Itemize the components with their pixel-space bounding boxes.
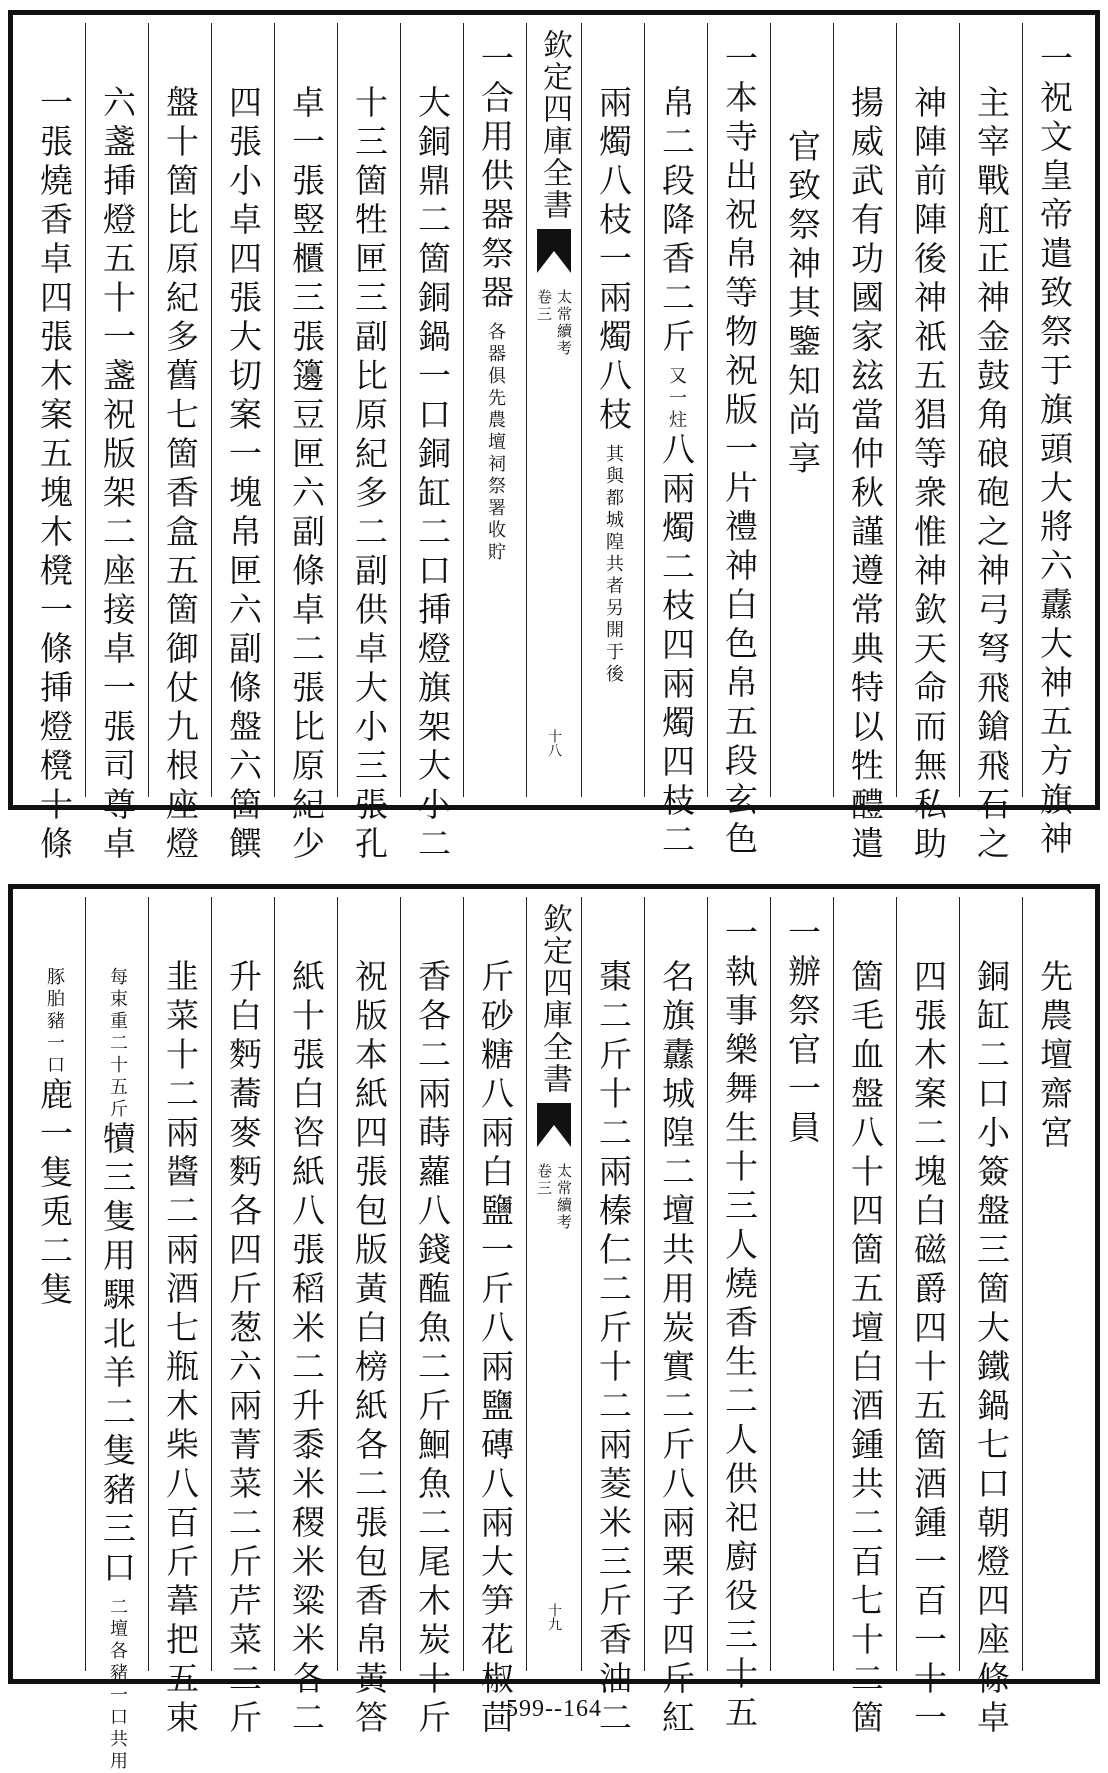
text-column	[1022, 897, 1085, 1671]
column-text: 名旗纛城隍二壇共用炭實二斤八兩栗子四斤紅	[657, 959, 696, 1739]
column-text: 六盞挿燈五十一盞祝版架二座接卓一張司尊卓	[98, 85, 137, 865]
annotation-note: 各器俱先農壇祠祭署收貯	[485, 322, 506, 564]
text-column	[644, 23, 707, 861]
text-column	[959, 23, 1022, 865]
text-column	[581, 897, 644, 1739]
column-text: 香各二兩蒔蘿八錢醢魚二斤鮰魚二尾木炭十斤	[413, 959, 452, 1739]
fold-page-number: 十九	[546, 1603, 562, 1631]
text-column	[896, 897, 959, 1739]
column-text: 兩燭八枝一兩燭八枝	[594, 85, 633, 436]
text-column	[337, 23, 400, 865]
text-column	[23, 23, 85, 865]
column-text: 一合用供器祭器	[476, 41, 515, 314]
center-fold-column	[526, 23, 581, 797]
text-column	[400, 897, 463, 1739]
fold-volume: 卷三	[535, 289, 553, 323]
center-fold-column	[526, 897, 581, 1671]
column-text: 升白麪蕎麥麪各四斤葱六兩菁菜二斤芹菜二斤	[224, 959, 263, 1739]
column-text: 一執事樂舞生十三人燒香生二人供祀廚役三十五	[720, 915, 759, 1734]
column-text: 先農壇齋宮	[1035, 959, 1074, 1154]
annotation-note: 每束重二十五斤	[107, 967, 128, 1121]
text-column	[85, 23, 148, 865]
text-column	[211, 897, 274, 1739]
column-text: 箇毛血盤八十四箇五壇白酒鍾共二百七十二箇	[846, 959, 885, 1739]
text-column	[463, 897, 526, 1739]
column-text: 鹿一隻兎二隻	[35, 1077, 74, 1311]
column-text: 一本寺出祝帛等物祝版一片禮神白色帛五段玄色	[720, 41, 759, 860]
column-text: 官致祭神其鑒知尚享	[783, 129, 822, 480]
page-footer-number: 599--164	[506, 1696, 602, 1722]
annotation-note: 二壇各豬一口共用	[107, 1597, 128, 1773]
fish-tail-mark-icon	[537, 229, 571, 281]
column-text: 韭菜十二兩醬二兩酒七瓶木柴八百斤葦把五束	[161, 959, 200, 1739]
text-column	[1022, 23, 1085, 860]
fold-source-title: 太常續考	[555, 289, 573, 357]
annotation-note: 又一炷	[666, 366, 687, 432]
text-column	[833, 23, 896, 865]
column-text: 卓一張竪櫃三張籩豆匣六副條卓二張比原紀少	[287, 85, 326, 865]
top-page-panel	[8, 10, 1100, 865]
column-text: 帛二段降香二斤	[657, 85, 696, 358]
fold-page-number: 十八	[546, 729, 562, 757]
text-column	[644, 897, 707, 1739]
annotation-note: 豚胉豬一口	[44, 967, 65, 1077]
column-text: 銅缸二口小簽盤三箇大鐵鍋七口朝燈四座條卓	[972, 959, 1011, 1739]
text-column	[274, 23, 337, 865]
fold-volume: 卷三	[535, 1163, 553, 1197]
column-text: 祝版本紙四張包版黃白榜紙各二張包香帛黃答	[350, 959, 389, 1739]
text-column	[770, 23, 833, 797]
column-text: 一張燒香卓四張木案五塊木櫈一條挿燈櫈十條	[35, 85, 74, 865]
column-text: 四張小卓四張大切案一塊帛匣六副條盤六箇饌	[224, 85, 263, 865]
text-column	[85, 897, 148, 1773]
text-column	[148, 897, 211, 1739]
text-column	[274, 897, 337, 1739]
column-text: 揚威武有功國家玆當仲秋謹遵常典特以牲醴遣	[846, 85, 885, 865]
text-column	[707, 23, 770, 860]
column-text: 神陣前陣後神祇五猖等衆惟神欽天命而無私助	[909, 85, 948, 865]
column-text: 盤十箇比原紀多舊七箇香盒五箇御仗九根座燈	[161, 85, 200, 865]
text-column	[770, 897, 833, 1671]
text-column	[23, 897, 85, 1671]
column-text: 紙十張白咨紙八張稻米二升黍米稷米粱米各二	[287, 959, 326, 1739]
column-text: 棗二斤十二兩榛仁二斤十二兩菱米三斤香油二	[594, 959, 633, 1739]
text-column	[463, 23, 526, 797]
fold-meta	[534, 1163, 574, 1231]
text-column	[581, 23, 644, 797]
column-text: 一辦祭官一員	[783, 915, 822, 1149]
column-text: 四張木案二塊白磁爵四十五箇酒鍾一百一十一	[909, 959, 948, 1739]
column-text: 大銅鼎二箇銅鍋一口銅缸二口挿燈旗架大小二	[413, 85, 452, 865]
fold-source-title: 太常續考	[555, 1163, 573, 1231]
text-column	[211, 23, 274, 865]
book-title: 欽定四庫全書	[537, 29, 572, 221]
text-column	[337, 897, 400, 1739]
text-column	[400, 23, 463, 865]
text-column	[707, 897, 770, 1734]
column-text: 一祝文皇帝遣致祭于旗頭大將六纛大神五方旗神	[1035, 41, 1074, 860]
column-text: 八兩燭二枝四兩燭四枝二	[657, 432, 696, 861]
fish-tail-mark-icon	[537, 1103, 571, 1155]
annotation-note: 其與都城隍共者另開于後	[603, 444, 624, 686]
fold-meta	[534, 289, 574, 357]
text-column	[148, 23, 211, 865]
column-text: 犢三隻用騍北羊二隻豬三口	[98, 1121, 137, 1589]
top-text-columns	[23, 23, 1085, 865]
column-text: 主宰戰舡正神金鼓角硠砲之神弓弩飛鎗飛石之	[972, 85, 1011, 865]
book-title: 欽定四庫全書	[537, 903, 572, 1095]
column-text: 十三箇牲匣三副比原紀多二副供卓大小三張孔	[350, 85, 389, 865]
text-column	[959, 897, 1022, 1739]
text-column	[833, 897, 896, 1739]
column-text: 斤砂糖八兩白鹽一斤八兩鹽磚八兩大笋花椒茴	[476, 959, 515, 1739]
text-column	[896, 23, 959, 865]
